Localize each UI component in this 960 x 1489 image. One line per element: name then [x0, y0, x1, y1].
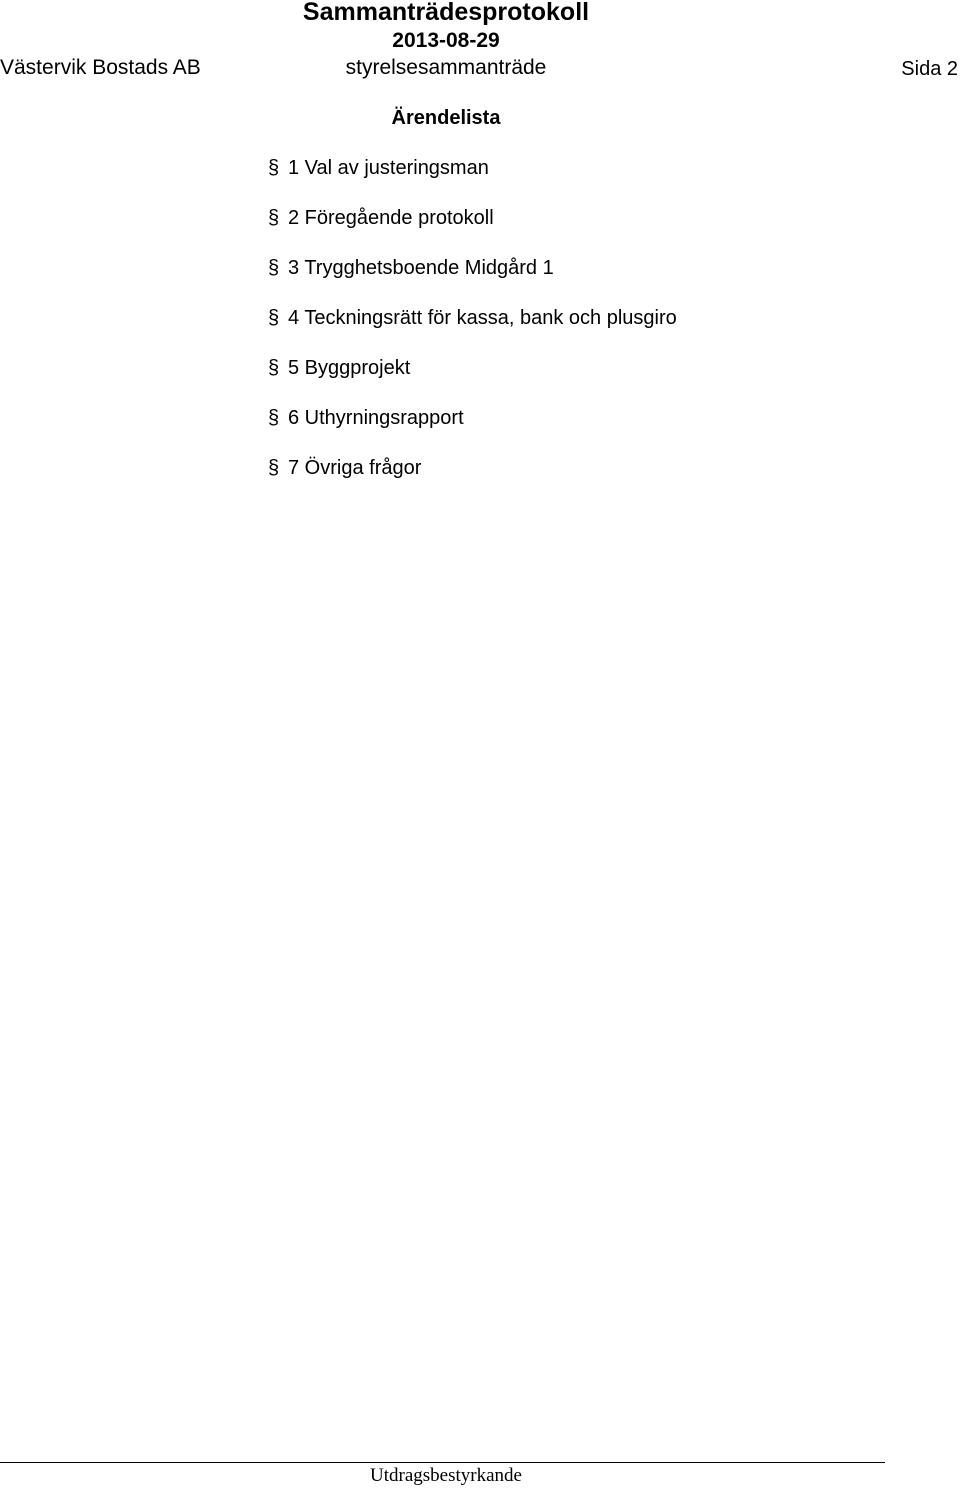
- agenda-item-text: 3 Trygghetsboende Midgård 1: [288, 257, 554, 279]
- agenda-list: [268, 154, 677, 504]
- paragraph-sign-icon: §: [268, 457, 280, 479]
- agenda-item-text: 7 Övriga frågor: [288, 457, 422, 479]
- paragraph-sign-icon: §: [268, 157, 280, 179]
- meeting-date: 2013-08-29: [392, 29, 500, 52]
- agenda-item: [268, 454, 677, 504]
- footer-divider: [0, 1462, 885, 1463]
- agenda-item: [268, 204, 677, 254]
- organization-name: Västervik Bostads AB: [0, 56, 201, 79]
- paragraph-sign-icon: §: [268, 357, 280, 379]
- agenda-item: [268, 304, 677, 354]
- footer-certification-label: Utdragsbestyrkande: [370, 1465, 522, 1486]
- paragraph-sign-icon: §: [268, 257, 280, 279]
- agenda-item-text: 4 Teckningsrätt för kassa, bank och plusgiro: [288, 307, 677, 329]
- agenda-item: [268, 354, 677, 404]
- agenda-item: [268, 254, 677, 304]
- paragraph-sign-icon: §: [268, 207, 280, 229]
- meeting-type: styrelsesammanträde: [345, 56, 547, 79]
- agenda-item: [268, 154, 677, 204]
- agenda-item: [268, 404, 677, 454]
- agenda-item-text: 5 Byggprojekt: [288, 357, 411, 379]
- document-title: Sammanträdesprotokoll: [302, 0, 590, 26]
- agenda-item-text: 2 Föregående protokoll: [288, 207, 494, 229]
- agenda-heading: Ärendelista: [391, 107, 501, 129]
- paragraph-sign-icon: §: [268, 407, 280, 429]
- agenda-item-text: 1 Val av justeringsman: [288, 157, 489, 179]
- page-number: Sida 2: [901, 58, 958, 80]
- paragraph-sign-icon: §: [268, 307, 280, 329]
- agenda-item-text: 6 Uthyrningsrapport: [288, 407, 464, 429]
